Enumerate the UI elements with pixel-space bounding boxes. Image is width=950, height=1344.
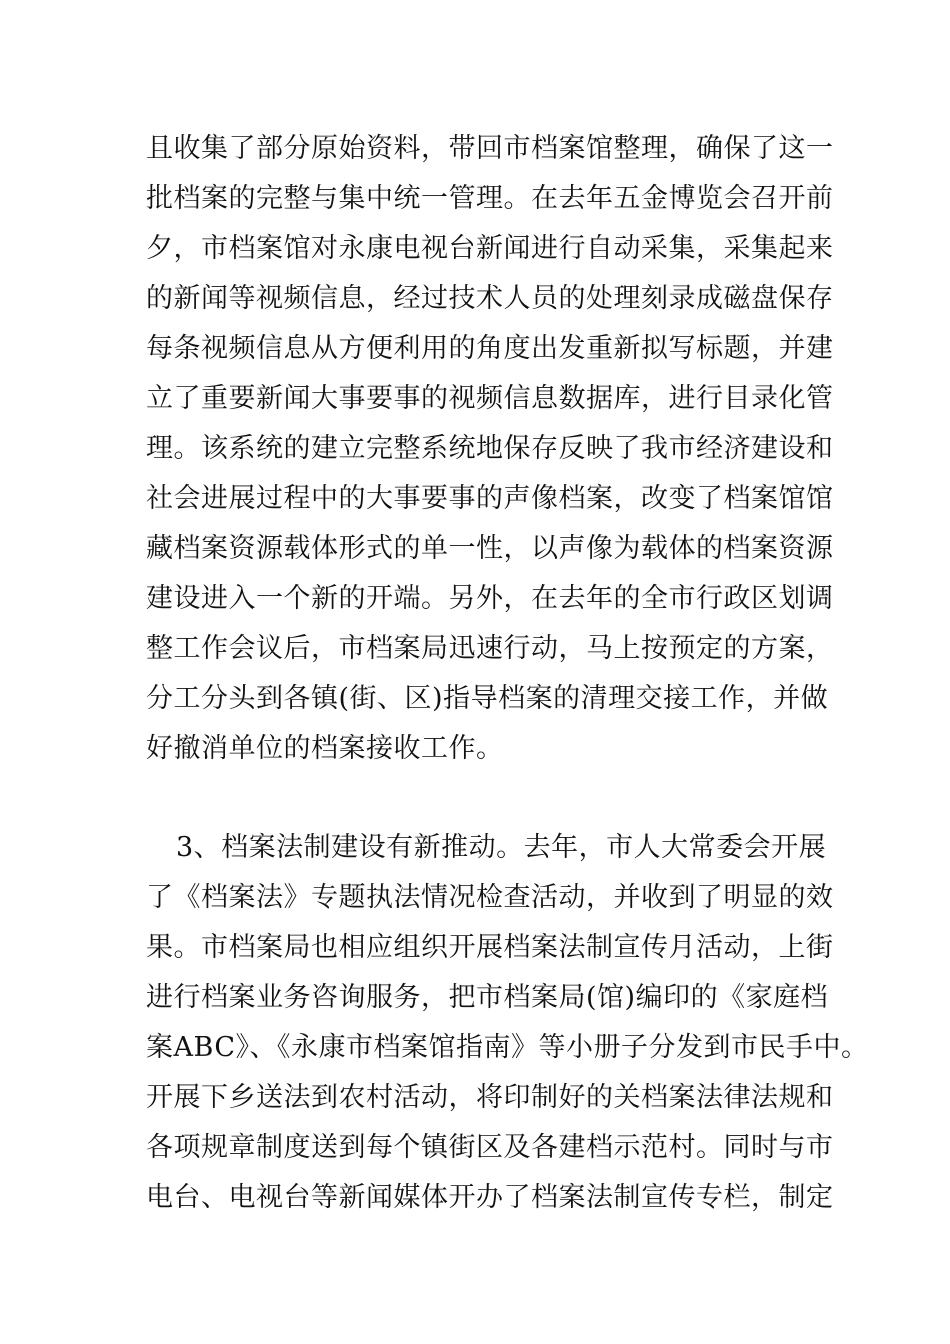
text-line: 了《档案法》专题执法情况检查活动，并收到了明显的效: [146, 882, 834, 913]
text-line: 社会进展过程中的大事要事的声像档案，改变了档案馆馆: [146, 483, 834, 514]
text-line: 开展下乡送法到农村活动，将印制好的关档案法律法规和: [146, 1082, 834, 1113]
text-line: 建设进入一个新的开端。另外，在去年的全市行政区划调: [146, 583, 834, 614]
text-line: 的新闻等视频信息，经过技术人员的处理刻录成磁盘保存: [146, 283, 834, 314]
text-line: 好撤消单位的档案接收工作。: [146, 733, 504, 764]
text-line: 批档案的完整与集中统一管理。在去年五金博览会召开前: [146, 183, 834, 214]
text-line: 案ABC》、《永康市档案馆指南》等小册子分发到市民手中。: [146, 1032, 869, 1063]
text-line: 电台、电视台等新闻媒体开办了档案法制宣传专栏，制定: [146, 1182, 834, 1213]
text-line: 夕，市档案馆对永康电视台新闻进行自动采集，采集起来: [146, 233, 834, 264]
text-line: 3、档案法制建设有新推动。去年，市人大常委会开展: [176, 832, 827, 863]
text-line: 立了重要新闻大事要事的视频信息数据库，进行目录化管: [146, 383, 834, 414]
text-line: 果。市档案局也相应组织开展档案法制宣传月活动，上街: [146, 932, 834, 963]
text-line: 进行档案业务咨询服务，把市档案局(馆)编印的《家庭档: [146, 982, 829, 1013]
text-line: 各项规章制度送到每个镇街区及各建档示范村。同时与市: [146, 1132, 834, 1163]
text-line: 且收集了部分原始资料，带回市档案馆整理，确保了这一: [146, 133, 834, 164]
text-line: 藏档案资源载体形式的单一性，以声像为载体的档案资源: [146, 533, 834, 564]
text-line: 分工分头到各镇(街、区)指导档案的清理交接工作，并做: [146, 683, 829, 714]
text-line: 每条视频信息从方便利用的角度出发重新拟写标题，并建: [146, 333, 834, 364]
text-line: 整工作会议后，市档案局迅速行动，马上按预定的方案，: [146, 633, 834, 664]
text-line: 理。该系统的建立完整系统地保存反映了我市经济建设和: [146, 433, 834, 464]
